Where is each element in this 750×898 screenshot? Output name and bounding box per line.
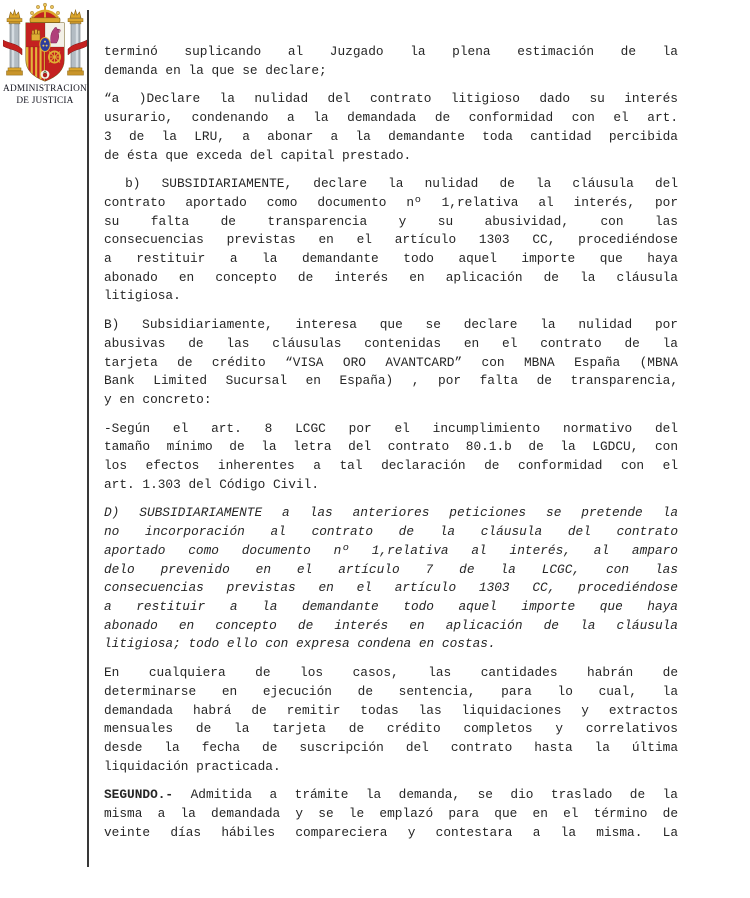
text-line: demandada habrá de remitir todas las liquidaciones y extractos [104,702,678,718]
paragraph-6 [104,504,678,654]
text-line: art. 1.303 del Código Civil. [104,476,320,492]
text-line: usurario, condenando a la demandada de conformidad con el art. [104,110,678,126]
text-line: su falta de transparencia y su abusividad, con las [104,213,678,229]
text-line: litigiosa; todo ello con expresa condena en costas. [104,636,496,652]
paragraph-7 [104,664,678,776]
paragraph-lead-word: SEGUNDO.- [104,787,174,803]
text-line: B) Subsidiariamente, interesa que se declare la nulidad por [104,317,678,333]
text-line: consecuencias previstas en el artículo 1303 CC, procediéndose [104,232,678,248]
text-line: no incorporación al contrato de la cláusula del contrato [104,524,678,540]
text-line: y en concreto: [104,391,212,407]
text-line: delo prevenido en el artículo 7 de la LCGC, con las [104,561,678,577]
paragraph-4 [104,316,678,410]
text-line: desde la fecha de suscripción del contrato hasta la última [104,739,678,755]
text-line: los efectos inherentes a tal declaración de conformidad con el [104,458,678,474]
text-line: liquidación practicada. [104,758,281,774]
paragraph-1 [104,43,678,80]
text-line: a restituir a la demandante todo aquel importe que haya [104,598,678,614]
text-line: “a )Declare la nulidad del contrato litigioso dado su interés [104,91,678,107]
text-line: mensuales de la tarjeta de crédito completos y correlativos [104,721,678,737]
paragraph-8 [104,786,678,842]
text-line: 3 de la LRU, a abonar a la demandante toda cantidad percibida [104,128,678,144]
paragraph-3 [104,175,678,306]
paragraph-5 [104,420,678,495]
text-line: a restituir a la demandante todo aquel importe que haya [104,251,678,267]
text-line: D) SUBSIDIARIAMENTE a las anteriores peticiones se pretende la [104,505,678,521]
justice-administration-emblem [0,0,90,107]
text-line: abusivas de las cláusulas contenidas en el contrato de la [104,335,678,351]
text-line: demanda en la que se declare; [104,62,327,78]
spanish-coat-of-arms-icon [3,2,87,84]
text-line: -Según el art. 8 LCGC por el incumplimiento normativo del [104,420,678,436]
text-line: abonado en concepto de interés en aplicación de la cláusula [104,617,678,633]
margin-divider-line [87,10,89,867]
text-line: litigiosa. [104,288,181,304]
text-line: Bank Limited Sucursal en España) , por falta de transparencia, [104,373,678,389]
text-line: SEGUNDO.- Admitida a trámite la demanda, se dio traslado de la [104,787,678,803]
text-line: contrato aportado como documento nº 1,relativa al interés, por [104,194,678,210]
text-line: b) SUBSIDIARIAMENTE, declare la nulidad de la cláusula del [104,176,679,192]
emblem-caption-line1: ADMINISTRACION [3,84,87,94]
text-line: veinte días hábiles compareciera y contestara a la misma. La [104,824,678,840]
text-line: consecuencias previstas en el artículo 1303 CC, procediéndose [104,580,678,596]
document-body [104,0,678,852]
text-line: determinarse en ejecución de sentencia, para lo cual, la [104,683,678,699]
paragraph-2 [104,90,678,165]
text-line: aportado como documento nº 1,relativa al interés, al amparo [104,542,678,558]
emblem-caption-line2: DE JUSTICIA [16,95,74,106]
text-line: de ésta que exceda del capital prestado. [104,147,412,163]
text-line: tarjeta de crédito “VISA ORO AVANTCARD” con MBNA España (MBNA [104,354,678,370]
text-line: abonado en concepto de interés en aplicación de la cláusula [104,269,678,285]
text-line: En cualquiera de los casos, las cantidades habrán de [104,665,678,681]
text-line: terminó suplicando al Juzgado la plena estimación de la [104,44,678,59]
text-line: tamaño mínimo de la letra del contrato 80.1.b de la LGDCU, con [104,439,678,455]
text-line: misma a la demandada y se le emplazó para que en el término de [104,806,678,822]
